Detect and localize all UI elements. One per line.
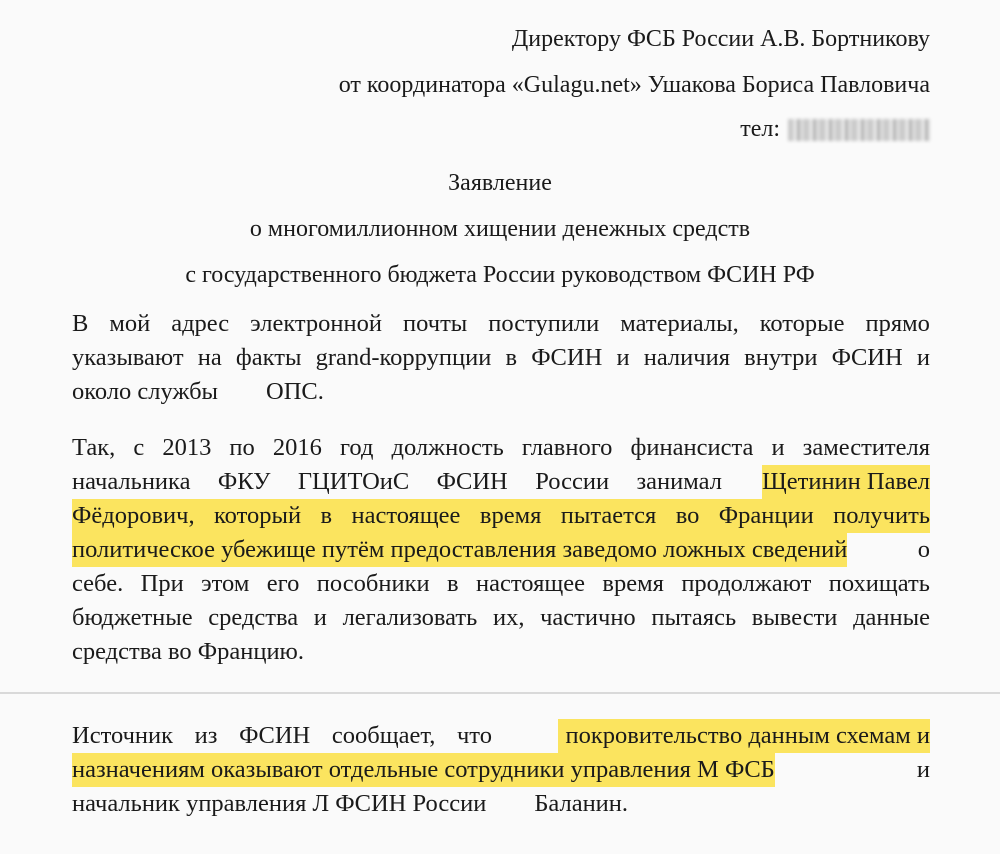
- word: пособники: [316, 570, 430, 597]
- highlighted-text: покровительство данным схемам и: [558, 719, 930, 753]
- word: финансиста: [630, 434, 754, 461]
- word: пытаясь: [651, 604, 737, 631]
- para1-text: около службы: [72, 378, 218, 405]
- word: указывают: [72, 344, 184, 371]
- word: главного: [521, 434, 613, 461]
- sender-line: от координатора «Gulagu.net» Ушакова Бориса Павловича: [338, 72, 930, 98]
- word: время: [479, 502, 542, 529]
- word: его: [266, 570, 300, 597]
- word: факты: [235, 344, 302, 371]
- para2-line: [72, 601, 930, 635]
- word: который: [214, 502, 302, 529]
- para1-line: [72, 307, 930, 341]
- word: и: [916, 344, 930, 371]
- word: что: [456, 722, 492, 749]
- word: электронной: [250, 310, 383, 337]
- word: в: [447, 570, 459, 597]
- word: и: [313, 604, 327, 631]
- paragraph-1: [72, 307, 930, 409]
- word: настоящее: [351, 502, 461, 529]
- word: время: [602, 570, 664, 597]
- word: Источник: [72, 722, 174, 749]
- document-subtitle-2: с государственного бюджета России руководством ФСИН РФ: [185, 262, 815, 288]
- highlighted-text: Щетинин Павел: [762, 465, 930, 499]
- word: При: [140, 570, 184, 597]
- word: похищать: [828, 570, 930, 597]
- word: этом: [201, 570, 250, 597]
- word: должность: [391, 434, 504, 461]
- document-title: Заявление: [448, 170, 552, 196]
- word: 2016: [272, 434, 322, 461]
- word: мой: [109, 310, 151, 337]
- phone-line: [740, 114, 930, 144]
- word: ФСИН: [531, 344, 603, 371]
- word: их,: [492, 604, 525, 631]
- para2-line: [72, 431, 930, 465]
- word: год: [339, 434, 374, 461]
- word: внутри: [744, 344, 818, 371]
- para1-text: ОПС.: [266, 378, 324, 405]
- word: заместителя: [802, 434, 930, 461]
- word: и: [771, 434, 785, 461]
- word: ФСИН: [831, 344, 903, 371]
- word: Франции: [718, 502, 814, 529]
- word: адрес: [171, 310, 230, 337]
- highlighted-text: политическое убежище путём предоставления заведомо ложных сведений: [72, 533, 847, 567]
- para3-line: [72, 719, 930, 753]
- word: продолжают: [681, 570, 812, 597]
- word: grand-коррупции: [315, 344, 492, 371]
- word: поступили: [488, 310, 600, 337]
- para2-line-highlighted: [72, 499, 930, 533]
- word: и: [616, 344, 630, 371]
- word: ФСИН: [239, 722, 311, 749]
- word: 2013: [162, 434, 212, 461]
- para2-text: о: [917, 536, 930, 563]
- para3-text: начальник управления Л ФСИН России: [72, 790, 487, 817]
- word: России: [535, 468, 610, 495]
- word: почты: [403, 310, 468, 337]
- word: материалы,: [620, 310, 739, 337]
- para2-text: [72, 465, 722, 499]
- para2-line: [72, 567, 930, 601]
- para1-line: [72, 375, 930, 409]
- word: на: [197, 344, 222, 371]
- word: которые: [759, 310, 845, 337]
- word: Так,: [72, 434, 116, 461]
- word: настоящее: [476, 570, 585, 597]
- paragraph-2: [72, 431, 930, 669]
- para3-text: Баланин.: [534, 790, 629, 817]
- word: в: [320, 502, 333, 529]
- word: в: [505, 344, 518, 371]
- word: получить: [833, 502, 930, 529]
- word: себе.: [72, 570, 124, 597]
- word: ФКУ: [217, 468, 271, 495]
- para3-text: [72, 719, 492, 753]
- para3-text: и: [916, 756, 930, 783]
- para2-line: [72, 533, 930, 567]
- recipient-line: Директору ФСБ России А.В. Бортникову: [511, 26, 930, 52]
- word: ФСИН: [436, 468, 508, 495]
- para1-line: [72, 341, 930, 375]
- redacted-phone: [788, 119, 930, 141]
- word: частично: [540, 604, 636, 631]
- para3-line: [72, 753, 930, 787]
- word: во: [675, 502, 700, 529]
- word: из: [194, 722, 218, 749]
- word: занимал: [636, 468, 722, 495]
- word: В: [72, 310, 89, 337]
- word: ГЦИТОиС: [297, 468, 410, 495]
- phone-label: тел:: [740, 116, 780, 142]
- word: пытается: [560, 502, 657, 529]
- paragraph-3: [72, 719, 930, 821]
- para2-text: средства во Францию.: [72, 638, 304, 665]
- word: с: [133, 434, 145, 461]
- para2-line: [72, 635, 930, 669]
- document-subtitle-1: о многомиллионном хищении денежных средств: [249, 216, 751, 242]
- word: средства: [208, 604, 299, 631]
- word: бюджетные: [72, 604, 193, 631]
- word: прямо: [865, 310, 930, 337]
- word: сообщает,: [331, 722, 436, 749]
- word: наличия: [643, 344, 730, 371]
- para3-line: [72, 787, 930, 821]
- word: легализовать: [342, 604, 478, 631]
- highlighted-text: назначениям оказывают отдельные сотрудники управления М ФСБ: [72, 753, 775, 787]
- word: данные: [853, 604, 930, 631]
- word: Фёдорович,: [72, 502, 195, 529]
- word: вывести: [751, 604, 838, 631]
- word: по: [229, 434, 255, 461]
- para2-line: [72, 465, 930, 499]
- word: начальника: [72, 468, 191, 495]
